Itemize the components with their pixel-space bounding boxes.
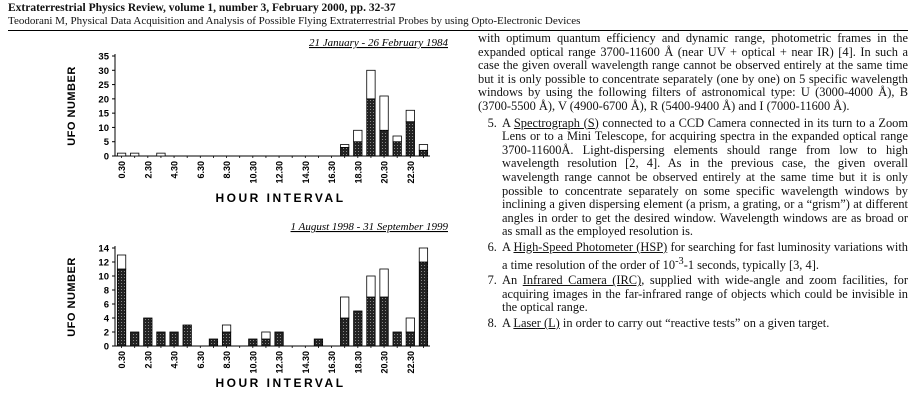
bar-segment-upper — [340, 145, 348, 148]
y-tick-label: 10 — [98, 122, 109, 134]
bar-segment-lower — [117, 269, 125, 346]
x-tick-label: 2.30 — [143, 351, 154, 369]
x-tick-label: 16.30 — [327, 161, 338, 184]
journal-line: Extraterrestrial Physics Review, volume 1, number 3, February 2000, pp. 32-37 — [8, 2, 396, 14]
bar-segment-upper — [380, 269, 388, 297]
y-tick-label: 0 — [103, 341, 109, 353]
bar-segment-upper — [419, 145, 427, 151]
list-item-spectrograph — [500, 117, 908, 239]
bar-segment-lower — [340, 318, 348, 346]
y-tick-label: 14 — [98, 243, 109, 255]
bar-segment-upper — [406, 318, 414, 332]
intro-paragraph: with optimum quantum efficiency and dynamic range, photometric frames in the expanded optical range 3700-11600 Å (near UV + optical + near IR) [4]. In such a case the given overall wavelength range cannot be observed entirely at the same time but it is only possible to concentrate separately (one by one) on 5 specific wavelength windows by using the following filters of astronomical type: U (3000-4000 Å), B (3700-5500 Å), V (4900-6700 Å), R (5400-9400 Å) and I (7000-11600 Å). — [478, 31, 908, 113]
bar-segment-lower — [354, 142, 362, 156]
x-axis-label: HOUR INTERVAL — [215, 191, 346, 205]
bar-segment-lower — [340, 147, 348, 156]
bar-segment-lower — [380, 130, 388, 156]
bar-segment-upper — [262, 332, 270, 339]
item-text: for searching for fast luminosity variations with a time resolution of the order of 10 — [502, 239, 908, 272]
x-tick-label: 10.30 — [248, 351, 259, 374]
x-tick-label: 4.30 — [169, 351, 180, 369]
x-tick-label: 0.30 — [117, 351, 128, 369]
bar-segment-upper — [117, 153, 125, 156]
x-tick-label: 0.30 — [117, 161, 128, 179]
exponent: -3 — [675, 255, 684, 267]
bar-segment-upper — [380, 96, 388, 130]
item-text: connected to a CCD Camera connected in its turn to a Zoom Lens or to a Mini Telescope, for acquiring spectra in the expanded optical range 3700-11600Å. Light-dispersing elements should range from low to high wavelength resolution [2, 4]. As in the previous case, the given overall wavelength range cannot be observed entirely at the same time but it is only possible to concentrate separately on some specific wavelength windows by inclining a given dispersing element (a prism, a grating, or a “grism”) at different angles in order to get the desired window. Wavelength windows are as broad or as small as the employed resolution is. — [502, 115, 908, 239]
item-text: in order to carry out “reactive tests” on a given target. — [559, 316, 830, 330]
list-item-laser — [500, 317, 908, 331]
author-title-line: Teodorani M, Physical Data Acquisition and Analysis of Possible Flying Extraterrestrial Probes by using Opto-Electronic Devices — [8, 15, 581, 27]
laser-term: Laser (L) — [513, 316, 560, 330]
bar-segment-lower — [157, 332, 165, 346]
x-tick-label: 14.30 — [300, 351, 311, 374]
item-text: -1 seconds, typically [3, 4]. — [683, 257, 819, 272]
bar-segment-lower — [209, 339, 217, 346]
bar-segment-upper — [117, 255, 125, 269]
instrument-list — [478, 117, 908, 331]
bar-segment-lower — [249, 339, 257, 346]
x-tick-label: 18.30 — [353, 351, 364, 374]
item-text: An — [502, 273, 523, 288]
y-tick-label: 10 — [98, 271, 109, 283]
y-tick-label: 6 — [103, 299, 109, 311]
item-text: A — [502, 115, 514, 130]
x-tick-label: 22.30 — [405, 351, 416, 374]
charts-svg — [0, 30, 470, 402]
bar-segment-lower — [367, 297, 375, 346]
x-tick-label: 2.30 — [143, 161, 154, 179]
y-axis-label: UFO NUMBER — [66, 257, 78, 337]
x-tick-label: 10.30 — [248, 161, 259, 184]
bar-segment-lower — [170, 332, 178, 346]
bar-segment-lower — [406, 332, 414, 346]
x-tick-label: 20.30 — [379, 161, 390, 184]
x-tick-label: 6.30 — [195, 161, 206, 179]
bar-segment-upper — [130, 153, 138, 156]
bar-segment-upper — [340, 297, 348, 318]
bar-segment-upper — [367, 276, 375, 297]
x-tick-label: 22.30 — [405, 161, 416, 184]
y-tick-label: 35 — [98, 51, 109, 63]
x-tick-label: 8.30 — [222, 351, 233, 369]
y-tick-label: 25 — [98, 80, 109, 92]
x-tick-label: 6.30 — [195, 351, 206, 369]
bar-segment-lower — [419, 262, 427, 346]
bar-segment-lower — [393, 332, 401, 346]
x-tick-label: 8.30 — [222, 161, 233, 179]
bar-segment-lower — [275, 332, 283, 346]
bar-segment-upper — [354, 130, 362, 141]
infrared-camera-term: Infrared Camera (IRC) — [522, 273, 642, 288]
bar-segment-lower — [262, 339, 270, 346]
bar-segment-upper — [393, 136, 401, 142]
bar-segment-lower — [419, 150, 427, 156]
x-tick-label: 18.30 — [353, 161, 364, 184]
y-tick-label: 2 — [103, 327, 109, 339]
bar-segment-lower — [406, 122, 414, 156]
spectrograph-term: Spectrograph (S) — [513, 115, 599, 130]
bar-segment-lower — [130, 332, 138, 346]
chart-title: 1 August 1998 - 31 September 1999 — [290, 221, 448, 233]
bar-segment-lower — [393, 142, 401, 156]
y-tick-label: 30 — [98, 65, 109, 77]
item-text: A — [502, 239, 514, 254]
bar-segment-lower — [314, 339, 322, 346]
y-tick-label: 20 — [98, 94, 109, 106]
bar-segment-lower — [144, 318, 152, 346]
x-tick-label: 12.30 — [274, 351, 285, 374]
y-tick-label: 0 — [103, 151, 109, 163]
photometer-term: High-Speed Photometer (HSP) — [513, 239, 668, 254]
charts-column — [0, 30, 470, 402]
page-header — [8, 2, 908, 28]
y-tick-label: 5 — [103, 137, 109, 149]
list-item-infrared-camera — [500, 274, 908, 315]
list-item-photometer — [500, 241, 908, 272]
y-tick-label: 8 — [103, 285, 109, 297]
y-tick-label: 12 — [98, 257, 109, 269]
y-tick-label: 15 — [98, 108, 109, 120]
chart-title: 21 January - 26 February 1984 — [308, 37, 448, 49]
item-text: A — [502, 316, 514, 330]
x-tick-label: 4.30 — [169, 161, 180, 179]
item-text: , supplied with wide-angle and zoom facilities, for acquiring images in the far-infrared range of objects which could be invisible in the optical range. — [502, 273, 908, 315]
bar-segment-lower — [183, 325, 191, 346]
article-body — [478, 32, 908, 333]
x-tick-label: 12.30 — [274, 161, 285, 184]
bar-segment-upper — [367, 70, 375, 99]
bar-segment-upper — [222, 325, 230, 332]
bar-segment-lower — [354, 311, 362, 346]
bar-segment-upper — [406, 110, 414, 121]
y-axis-label: UFO NUMBER — [66, 66, 78, 146]
bar-segment-lower — [367, 99, 375, 156]
x-tick-label: 14.30 — [300, 161, 311, 184]
x-tick-label: 16.30 — [327, 351, 338, 374]
bar-segment-lower — [380, 297, 388, 346]
y-tick-label: 4 — [103, 313, 109, 325]
x-tick-label: 20.30 — [379, 351, 390, 374]
bar-segment-upper — [157, 153, 165, 156]
bar-segment-lower — [222, 332, 230, 346]
x-axis-label: HOUR INTERVAL — [215, 376, 346, 390]
bar-segment-upper — [419, 248, 427, 262]
